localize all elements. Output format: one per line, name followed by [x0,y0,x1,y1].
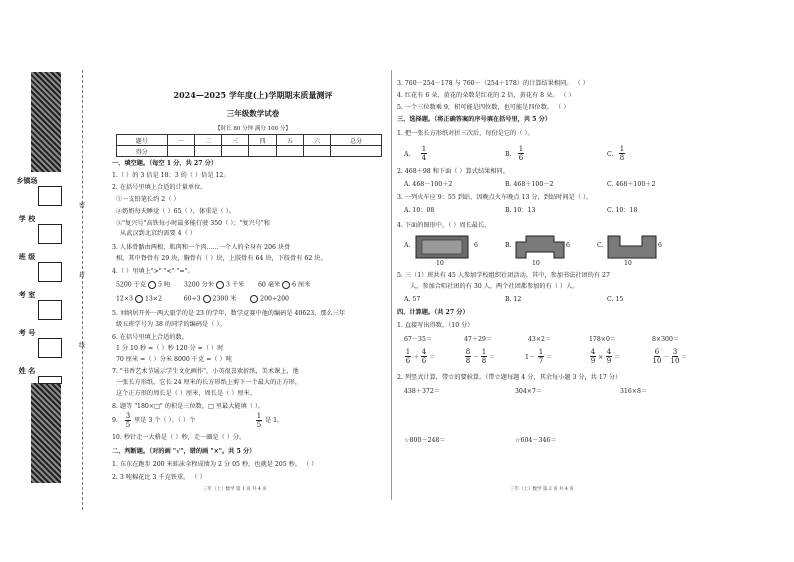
calc-item: 47＋29＝ [464,336,493,343]
fraction: 1 5 [256,412,262,429]
calc-prefix: 1－ [525,354,536,361]
table-cell: 二 [194,135,221,146]
question: 是 1。 [265,417,284,424]
question: 2. 3 吨棉花比 3 千克铁重。 （ ） [112,474,206,481]
number-field[interactable] [38,338,62,358]
fraction: 1 6 [405,348,411,365]
side-label-class: 班 级 [18,252,36,261]
calc-item: ☆604－346＝ [515,437,557,444]
shape-b [514,234,574,266]
option: B. 10：13 [505,207,536,214]
calc-item: 8×300＝ [652,336,680,343]
exam-title: 2024—2025 学年度(上)学期期末质量测评 [173,90,333,100]
fraction: 1 7 [538,348,544,365]
option: C. 15 [607,296,624,303]
fraction: 4 9 [590,348,596,365]
score-input[interactable] [304,146,331,157]
equals: ＝ [614,354,621,361]
question: 2. 列竖式计算，带☆的要验算。（带☆题每题 4 分，其余每小题 3 分，共 17 分） [397,374,622,381]
town-field[interactable] [38,186,62,206]
exam-subject: 三年级数学试卷 [226,109,280,118]
calc-item: 304×7＝ [515,388,543,395]
fraction: 4 9 [606,348,612,365]
equals: ＝ [429,354,436,361]
question: 1. 把一张长方形纸对折三次后，每份是它的（ ）。 [397,130,534,137]
dimension-label: 6 [474,242,478,249]
question: 1. 直接写出得数。（10 分） [397,322,474,329]
name-field[interactable] [38,376,62,384]
dimension-label: 6 [566,242,570,249]
score-input[interactable] [194,146,221,157]
fraction: 3 5 [125,412,131,429]
question: 从武汉到北京约需要 4（ ） [120,230,196,237]
table-row [117,146,382,157]
table-cell: 六 [304,135,331,146]
side-label-school: 学 校 [18,214,36,223]
dimension-label: 6 [658,242,662,249]
class-field[interactable] [38,262,62,282]
question: 3. 760－254－178 与 760－（254＋178）的计算结果相同。 （ ） [397,80,589,87]
side-label-name: 姓 名 [18,366,36,375]
question: 1 分 10 秒 =（ ）秒 120 分 =（ ）时 [116,345,224,352]
answer-circle[interactable] [282,281,290,289]
calc-item: 316×8＝ [620,388,648,395]
question: 2. 468＋98 和下面（ ）算式结果相同。 [397,168,509,175]
answer-circle[interactable] [216,281,224,289]
side-label-number: 考 号 [18,328,36,337]
option: B. 468＋100－2 [505,181,554,188]
table-cell: 题号 [117,135,168,146]
option-label: B. [505,151,512,158]
table-cell: 一 [167,135,194,146]
question: ①一支铅笔长约 2（ ） [116,196,180,203]
fraction: 8 8 [465,348,471,365]
question: 10. 秒针走一大格是（ ）秒，走一圈是（ ）分。 [112,434,246,441]
fraction: 4 6 [421,348,427,365]
score-table [116,134,382,157]
question: 70 厘米 =（ ）分米 8000 千克 =（ ）吨 [116,356,232,363]
answer-circle[interactable] [135,295,143,303]
operator: × [598,354,604,361]
question: 4. 下面的图形中，（ ）周长最长。 [397,222,491,229]
table-cell: 五 [276,135,303,146]
score-input[interactable] [167,146,194,157]
question: 5. 三（1）班共有 45 人参加学校组织社团活动。其中，参加书法社团的有 27 [397,272,610,279]
seal-mark: 密 [79,202,86,209]
shape-c [606,234,666,266]
equals: ＝ [489,354,496,361]
fraction: 6 10 [652,348,662,365]
fraction: 1 8 [619,145,625,162]
fraction: 1 6 [518,145,524,162]
question: 一张长方形纸，它长 24 厘米的长方形纸上剪下一个最大的正方形， [116,379,302,386]
score-input[interactable] [276,146,303,157]
question: 4. 红花有 6 朵，黄花的朵数是红花的 2 倍，黄花有 8 朵。 （ ） [397,92,575,99]
section-heading: 四、计算题。（共 27 分） [397,309,469,316]
fraction: 1 4 [421,145,427,162]
calc-item: 67－35＝ [404,336,433,343]
score-input[interactable] [249,146,276,157]
side-label-town: 乡镇场 [16,176,38,185]
seal-mark: 封 [79,272,86,279]
score-input[interactable] [222,146,249,157]
seal-mark: 线 [79,342,86,349]
question: ③"复兴号"高铁每小时最多能行驶 350（ ）；"复兴号"和 [116,220,270,227]
question: 4.（ ）里填上">" "<" "="。 [112,268,194,275]
page-footer: 三年（上）数学 第 2 页 共 4 页 [510,487,574,492]
question: 3. 人体骨骼由两根，肌肉和一个肉……一个人的全身有 206 块骨 [112,244,291,251]
dimension-label: 10 [624,260,632,267]
table-cell: 得分 [117,146,168,157]
question: ②奶奶每天睡觉（ ）65（ ），体重是（ ）。 [116,208,235,215]
answer-circle[interactable] [250,295,258,303]
question: 里是 3 个（ ）。（ ）个 [134,417,196,424]
table-cell: 四 [249,135,276,146]
binding-pattern-bottom [31,383,61,483]
side-label-room: 考 室 [18,290,36,299]
operator: － [663,354,670,361]
question: 这个正方形的周长是（ ）厘米，周长是（ ）厘米。 [116,390,257,397]
option-label: A. [404,242,411,249]
option-label: A. [404,151,411,158]
question: 1.（ ）的 3 倍是 18；3 的（ ）倍是 12。 [112,172,230,179]
question: 人，参加合唱社团的有 30 人，两个社团都参加的有（ ）人。 [410,283,579,290]
room-field[interactable] [38,300,62,320]
option: A. 57 [404,296,421,303]
compare-row: 12×3 13×2 60÷3 2300 米 200÷200 [116,295,289,303]
question: 级五班学号为 38 的同学的编码是（ ）。 [116,321,226,328]
option: A. 468－100＋2 [404,181,453,188]
question-label: 9. [112,417,118,424]
question: 2. 在括号里填上合适的计量单位。 [112,184,207,191]
option-label: C. [607,151,614,158]
page-footer: 三年（上）数学 第 1 页 共 4 页 [203,487,267,492]
question: 6. 在括号里填上合适的数。 [112,334,188,341]
dimension-label: 10 [532,260,540,267]
calc-item: 43×2＝ [528,336,552,343]
question: 1. 东东在跑步 200 米蛙泳全程成绩为 2 分 05 秒，也就是 205 秒。 （ ） [112,461,318,468]
question: 7. "书香艺术节展示学生文化画作"，小英很喜欢折纸，美术课上，他 [112,368,299,375]
operator: － [473,354,480,361]
calc-item: 178×0＝ [589,336,617,343]
section-heading: 一、填空题。（每空 1 分，共 27 分） [112,160,218,167]
question: 5. 一个三位数乘 9，积可能是四位数，也可能是四位数。 （ ） [397,104,570,111]
fraction: 3 10 [670,348,680,365]
option: B. 12 [505,296,522,303]
operator: ＋ [413,354,420,361]
equals: ＝ [681,354,688,361]
table-row [117,135,382,146]
question: 3. 一列火车应 9：55 到站，因晚点火车晚点 13 分，到站时间是（ ）。 [397,194,593,201]
table-cell: 三 [222,135,249,146]
exam-duration: 【时长 80 分钟 满分 100 分】 [215,126,291,132]
equals: ＝ [546,354,553,361]
binding-pattern-top [31,72,61,172]
score-input[interactable] [331,146,382,157]
table-cell: 总分 [331,135,382,146]
answer-circle[interactable] [148,281,156,289]
question: 5. 刘纳居开外一两大旅学的是 23 的学年，数学竞赛中他的编码是 40623，那么三年 [112,310,346,317]
calc-item: 438＋372＝ [404,388,440,395]
section-heading: 二、判断题。（对的画 "√"，错的画 "×"。共 5 分） [112,448,256,455]
option-label: C. [597,242,604,249]
option-label: B. [505,242,512,249]
question: 相，其中脊骨有 29 块，胸骨有（ ）块，上肢骨有 64 块，下肢骨有 62 块。 [116,255,327,262]
option: C. 10：18 [607,207,638,214]
seal-line [82,70,83,510]
section-heading: 三、选择题。（将正确答案的序号填在括号里，共 5 分） [397,116,552,123]
school-field[interactable] [38,224,62,244]
option: A. 10：08 [404,207,435,214]
answer-circle[interactable] [203,295,211,303]
shape-a [414,234,482,266]
fraction: 1 8 [481,348,487,365]
option: C. 468＋100＋2 [607,181,656,188]
question: 8. 题等 "180×□" 的积是三位数，□ 里最大能填（ ）。 [112,403,265,410]
dimension-label: 10 [436,260,444,267]
page-divider [391,70,392,500]
compare-row: 5200 千克 5 吨 3200 分米 3 千米 60 毫米 6 厘米 [116,281,311,289]
calc-item: ☆800－248＝ [404,437,446,444]
